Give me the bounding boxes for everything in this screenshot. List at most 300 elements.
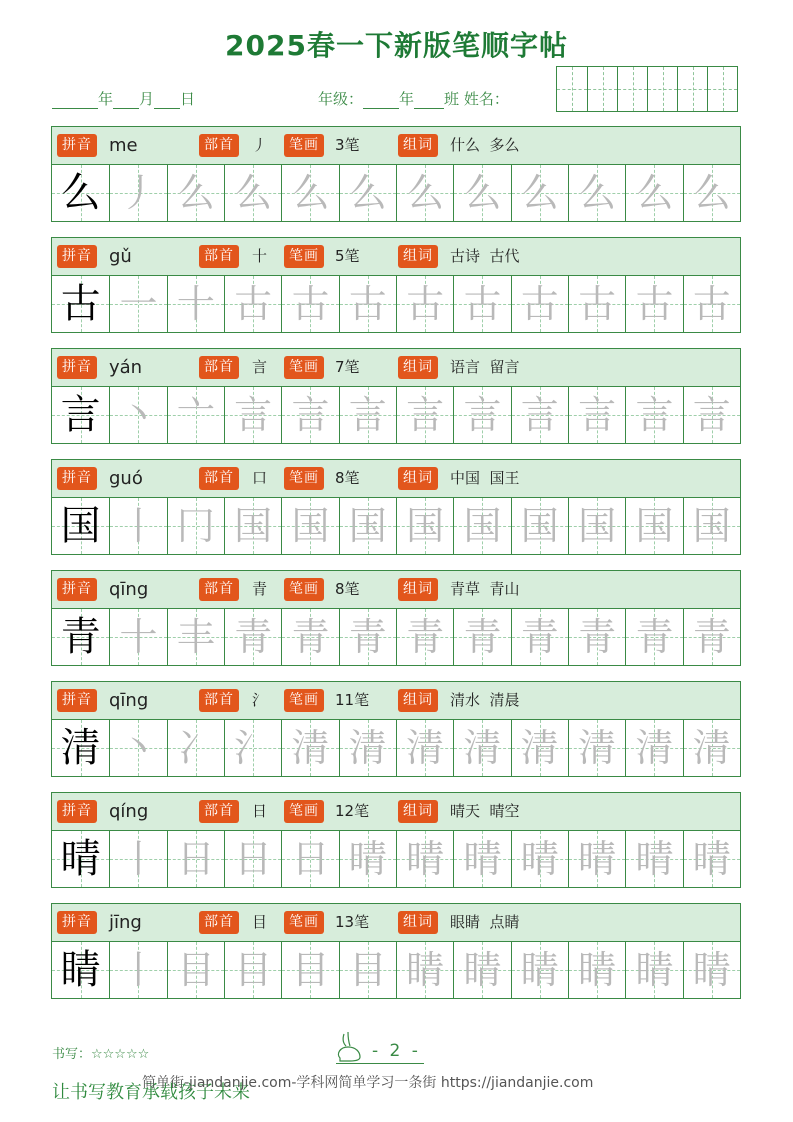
trace-character: 国 [692, 504, 731, 548]
main-character-cell [52, 609, 109, 665]
trace-cell[interactable] [683, 165, 740, 221]
trace-cell[interactable] [568, 609, 625, 665]
trace-character: 清 [520, 726, 559, 770]
trace-cell[interactable] [281, 609, 338, 665]
trace-cell[interactable] [683, 942, 740, 998]
trace-character: 国 [635, 504, 674, 548]
pinyin-tag: 拼音 [57, 356, 97, 379]
rating: 书写：☆☆☆☆☆ [52, 1047, 150, 1062]
radical-value: 十 [252, 247, 268, 265]
trace-cell[interactable] [109, 720, 166, 776]
day-blank[interactable] [154, 92, 180, 109]
character-block [51, 792, 741, 888]
trace-character: 冂 [176, 504, 215, 548]
trace-character: 言 [463, 393, 502, 437]
trace-character: 清 [463, 726, 502, 770]
trace-cell[interactable] [224, 387, 281, 443]
pinyin-value: qíng [109, 801, 149, 822]
trace-character: 清 [291, 726, 330, 770]
trace-character: 睛 [635, 948, 674, 992]
trace-character: 十 [176, 282, 215, 326]
main-character-cell [52, 165, 109, 221]
pinyin-tag: 拼音 [57, 245, 97, 268]
trace-character: 晴 [463, 837, 502, 881]
trace-cell[interactable] [339, 498, 396, 554]
trace-cell[interactable] [568, 720, 625, 776]
trace-cell[interactable] [511, 831, 568, 887]
trace-character: 古 [291, 282, 330, 326]
main-character: 睛 [60, 947, 101, 993]
trace-cell[interactable] [683, 276, 740, 332]
trace-character: 清 [692, 726, 731, 770]
trace-cell[interactable] [224, 942, 281, 998]
words-tag: 组词 [398, 245, 438, 268]
trace-cell[interactable] [167, 498, 224, 554]
words-tag: 组词 [398, 911, 438, 934]
trace-cell[interactable] [511, 276, 568, 332]
trace-character: 么 [291, 171, 330, 215]
trace-character: 么 [692, 171, 731, 215]
character-block [51, 903, 741, 999]
trace-character: 青 [692, 615, 731, 659]
page-divider [336, 1063, 424, 1064]
practice-row [52, 165, 740, 221]
main-character-cell [52, 498, 109, 554]
pinyin-tag: 拼音 [57, 689, 97, 712]
trace-cell[interactable] [109, 609, 166, 665]
trace-character: 么 [406, 171, 445, 215]
pinyin-tag: 拼音 [57, 800, 97, 823]
trace-character: 古 [463, 282, 502, 326]
radical-value: 青 [252, 580, 268, 598]
trace-cell[interactable] [453, 831, 510, 887]
trace-character: 青 [520, 615, 559, 659]
trace-character: 么 [463, 171, 502, 215]
trace-character: 言 [234, 393, 273, 437]
class-blank[interactable] [414, 92, 444, 109]
strokes-tag: 笔画 [284, 467, 324, 490]
trace-cell[interactable] [568, 498, 625, 554]
trace-character: 国 [520, 504, 559, 548]
name-cell[interactable] [707, 67, 737, 111]
trace-cell[interactable] [625, 387, 682, 443]
trace-cell[interactable] [396, 609, 453, 665]
practice-row [52, 720, 740, 776]
trace-cell[interactable] [167, 165, 224, 221]
grade-line: 年级： 年 班 姓名： [318, 90, 509, 108]
character-header [52, 460, 740, 498]
trace-cell[interactable] [281, 720, 338, 776]
trace-character: 晴 [520, 837, 559, 881]
pinyin-tag: 拼音 [57, 578, 97, 601]
radical-value: 丿 [252, 136, 268, 154]
name-cell[interactable] [587, 67, 617, 111]
trace-cell[interactable] [511, 387, 568, 443]
words-value: 青草 青山 [450, 580, 520, 598]
trace-character: 睛 [520, 948, 559, 992]
main-character: 国 [60, 503, 101, 549]
trace-cell[interactable] [167, 831, 224, 887]
trace-character: 睛 [406, 948, 445, 992]
words-value: 眼睛 点睛 [450, 913, 520, 931]
trace-character: 青 [635, 615, 674, 659]
trace-cell[interactable] [396, 165, 453, 221]
strokes-value: 7笔 [335, 358, 360, 376]
trace-character: 么 [635, 171, 674, 215]
trace-cell[interactable] [339, 387, 396, 443]
trace-character: 亠 [176, 393, 215, 437]
trace-cell[interactable] [339, 609, 396, 665]
trace-character: 青 [234, 615, 273, 659]
trace-character: 国 [406, 504, 445, 548]
main-character-cell [52, 831, 109, 887]
trace-character: 青 [291, 615, 330, 659]
practice-row [52, 498, 740, 554]
radical-value: 言 [252, 358, 268, 376]
trace-cell[interactable] [396, 720, 453, 776]
trace-cell[interactable] [396, 498, 453, 554]
main-character-cell [52, 942, 109, 998]
trace-character: 十 [119, 615, 158, 659]
trace-cell[interactable] [109, 831, 166, 887]
strokes-tag: 笔画 [284, 245, 324, 268]
trace-character: 丨 [119, 504, 158, 548]
words-value: 晴天 晴空 [450, 802, 520, 820]
trace-cell[interactable] [167, 942, 224, 998]
name-cell[interactable] [557, 67, 587, 111]
trace-cell[interactable] [281, 498, 338, 554]
trace-cell[interactable] [339, 720, 396, 776]
trace-character: 晴 [635, 837, 674, 881]
trace-character: 古 [578, 282, 617, 326]
radical-value: 口 [252, 469, 268, 487]
character-block [51, 570, 741, 666]
radical-tag: 部首 [199, 578, 239, 601]
trace-character: 青 [406, 615, 445, 659]
main-character-cell [52, 276, 109, 332]
main-character: 古 [60, 281, 101, 327]
pinyin-value: jīng [109, 912, 142, 933]
trace-character: 清 [406, 726, 445, 770]
trace-character: 晴 [578, 837, 617, 881]
pinyin-value: qīng [109, 579, 149, 600]
trace-cell[interactable] [625, 165, 682, 221]
trace-character: 一 [119, 282, 158, 326]
main-character-cell [52, 387, 109, 443]
radical-tag: 部首 [199, 134, 239, 157]
words-value: 清水 清晨 [450, 691, 520, 709]
trace-cell[interactable] [339, 276, 396, 332]
page-number: - 2 - [372, 1041, 421, 1061]
trace-character: 国 [348, 504, 387, 548]
trace-cell[interactable] [109, 498, 166, 554]
words-tag: 组词 [398, 800, 438, 823]
strokes-value: 12笔 [335, 802, 370, 820]
trace-cell[interactable] [224, 831, 281, 887]
character-block [51, 348, 741, 444]
radical-tag: 部首 [199, 245, 239, 268]
trace-character: 古 [692, 282, 731, 326]
trace-character: 么 [348, 171, 387, 215]
character-header [52, 571, 740, 609]
name-cell[interactable] [647, 67, 677, 111]
trace-character: 丶 [119, 726, 158, 770]
pinyin-value: gǔ [109, 246, 132, 267]
trace-cell[interactable] [453, 276, 510, 332]
trace-character: 么 [578, 171, 617, 215]
trace-cell[interactable] [625, 831, 682, 887]
trace-character: 日 [291, 837, 330, 881]
radical-value: 日 [252, 802, 268, 820]
character-header [52, 127, 740, 165]
practice-row [52, 387, 740, 443]
strokes-value: 8笔 [335, 580, 360, 598]
trace-character: 言 [578, 393, 617, 437]
character-block [51, 681, 741, 777]
main-character-cell [52, 720, 109, 776]
strokes-value: 5笔 [335, 247, 360, 265]
trace-cell[interactable] [453, 498, 510, 554]
name-cell[interactable] [677, 67, 707, 111]
trace-character: 么 [234, 171, 273, 215]
trace-cell[interactable] [281, 831, 338, 887]
radical-tag: 部首 [199, 467, 239, 490]
trace-character: 言 [406, 393, 445, 437]
trace-character: 古 [348, 282, 387, 326]
words-tag: 组词 [398, 467, 438, 490]
trace-character: 古 [234, 282, 273, 326]
character-header [52, 793, 740, 831]
trace-cell[interactable] [109, 387, 166, 443]
trace-cell[interactable] [224, 498, 281, 554]
trace-cell[interactable] [625, 942, 682, 998]
trace-cell[interactable] [339, 831, 396, 887]
words-value: 中国 国王 [450, 469, 520, 487]
strokes-value: 8笔 [335, 469, 360, 487]
watermark: 简单街-jiandanjie.com-学科网简单学习一条街 https://jiandanjie.com [142, 1075, 594, 1091]
words-value: 古诗 古代 [450, 247, 520, 265]
trace-character: 清 [348, 726, 387, 770]
words-value: 什么 多么 [450, 136, 520, 154]
trace-character: 丨 [119, 837, 158, 881]
character-header [52, 904, 740, 942]
rabbit-icon [330, 1030, 370, 1064]
trace-character: 睛 [692, 948, 731, 992]
slogan: 让书写教育承载孩子未来 [52, 1082, 250, 1103]
trace-character: 晴 [692, 837, 731, 881]
trace-cell[interactable] [511, 498, 568, 554]
trace-character: 古 [520, 282, 559, 326]
month-blank[interactable] [113, 92, 139, 109]
trace-cell[interactable] [453, 942, 510, 998]
trace-character: 丶 [119, 393, 158, 437]
trace-cell[interactable] [167, 609, 224, 665]
trace-character: 目 [234, 948, 273, 992]
trace-cell[interactable] [568, 942, 625, 998]
trace-character: 目 [291, 948, 330, 992]
trace-character: 清 [635, 726, 674, 770]
words-value: 语言 留言 [450, 358, 520, 376]
trace-cell[interactable] [396, 942, 453, 998]
practice-row [52, 831, 740, 887]
trace-character: 目 [348, 948, 387, 992]
character-block [51, 126, 741, 222]
character-block [51, 459, 741, 555]
radical-tag: 部首 [199, 800, 239, 823]
trace-cell[interactable] [224, 609, 281, 665]
trace-cell[interactable] [167, 387, 224, 443]
trace-cell[interactable] [339, 942, 396, 998]
name-cell[interactable] [617, 67, 647, 111]
trace-cell[interactable] [281, 942, 338, 998]
grade-blank[interactable] [363, 92, 399, 109]
main-character: 言 [60, 392, 101, 438]
strokes-tag: 笔画 [284, 911, 324, 934]
trace-character: 清 [578, 726, 617, 770]
practice-row [52, 276, 740, 332]
trace-cell[interactable] [453, 165, 510, 221]
character-header [52, 682, 740, 720]
trace-cell[interactable] [511, 609, 568, 665]
strokes-tag: 笔画 [284, 578, 324, 601]
trace-cell[interactable] [224, 276, 281, 332]
trace-character: 青 [578, 615, 617, 659]
trace-character: 丰 [176, 615, 215, 659]
strokes-value: 11笔 [335, 691, 370, 709]
trace-cell[interactable] [396, 276, 453, 332]
trace-cell[interactable] [511, 942, 568, 998]
trace-character: 言 [692, 393, 731, 437]
trace-cell[interactable] [339, 165, 396, 221]
trace-cell[interactable] [568, 165, 625, 221]
year-blank[interactable] [52, 92, 98, 109]
page-title: 2025春一下新版笔顺字帖 [225, 29, 568, 62]
trace-character: 目 [176, 948, 215, 992]
trace-character: 么 [176, 171, 215, 215]
trace-cell[interactable] [224, 720, 281, 776]
pinyin-tag: 拼音 [57, 134, 97, 157]
main-character: 晴 [60, 836, 101, 882]
main-character: 么 [60, 170, 101, 216]
radical-tag: 部首 [199, 911, 239, 934]
trace-character: 国 [234, 504, 273, 548]
trace-cell[interactable] [625, 609, 682, 665]
trace-cell[interactable] [109, 276, 166, 332]
strokes-tag: 笔画 [284, 689, 324, 712]
trace-cell[interactable] [683, 387, 740, 443]
strokes-tag: 笔画 [284, 356, 324, 379]
practice-row [52, 942, 740, 998]
trace-character: 么 [520, 171, 559, 215]
trace-character: 国 [463, 504, 502, 548]
trace-cell[interactable] [683, 498, 740, 554]
trace-cell[interactable] [511, 720, 568, 776]
trace-cell[interactable] [224, 165, 281, 221]
practice-row [52, 609, 740, 665]
trace-character: 言 [291, 393, 330, 437]
trace-character: 言 [348, 393, 387, 437]
trace-character: 氵 [234, 726, 273, 770]
character-block [51, 237, 741, 333]
trace-character: 晴 [406, 837, 445, 881]
strokes-value: 3笔 [335, 136, 360, 154]
trace-character: 古 [635, 282, 674, 326]
trace-character: 丿 [119, 171, 158, 215]
trace-character: 睛 [578, 948, 617, 992]
main-character: 清 [60, 725, 101, 771]
trace-character: 冫 [176, 726, 215, 770]
words-tag: 组词 [398, 356, 438, 379]
trace-character: 古 [406, 282, 445, 326]
trace-cell[interactable] [109, 165, 166, 221]
words-tag: 组词 [398, 134, 438, 157]
pinyin-value: yán [109, 357, 143, 378]
radical-tag: 部首 [199, 356, 239, 379]
trace-character: 青 [463, 615, 502, 659]
trace-cell[interactable] [281, 276, 338, 332]
pinyin-tag: 拼音 [57, 911, 97, 934]
radical-value: 目 [252, 913, 268, 931]
trace-cell[interactable] [568, 387, 625, 443]
trace-cell[interactable] [453, 609, 510, 665]
trace-cell[interactable] [453, 387, 510, 443]
trace-cell[interactable] [167, 276, 224, 332]
trace-cell[interactable] [453, 720, 510, 776]
trace-character: 丨 [119, 948, 158, 992]
trace-cell[interactable] [396, 831, 453, 887]
trace-character: 言 [635, 393, 674, 437]
main-character: 青 [60, 614, 101, 660]
radical-value: 氵 [252, 691, 268, 709]
trace-cell[interactable] [167, 720, 224, 776]
name-grid[interactable] [556, 66, 738, 112]
trace-cell[interactable] [625, 498, 682, 554]
strokes-value: 13笔 [335, 913, 370, 931]
words-tag: 组词 [398, 578, 438, 601]
trace-cell[interactable] [625, 720, 682, 776]
trace-character: 青 [348, 615, 387, 659]
pinyin-tag: 拼音 [57, 467, 97, 490]
trace-cell[interactable] [281, 165, 338, 221]
trace-cell[interactable] [396, 387, 453, 443]
strokes-tag: 笔画 [284, 800, 324, 823]
trace-character: 国 [291, 504, 330, 548]
trace-cell[interactable] [568, 831, 625, 887]
trace-cell[interactable] [281, 387, 338, 443]
trace-character: 晴 [348, 837, 387, 881]
radical-tag: 部首 [199, 689, 239, 712]
trace-cell[interactable] [683, 720, 740, 776]
trace-cell[interactable] [683, 609, 740, 665]
pinyin-value: me [109, 135, 138, 156]
trace-cell[interactable] [511, 165, 568, 221]
trace-character: 日 [176, 837, 215, 881]
pinyin-value: qīng [109, 690, 149, 711]
character-header [52, 238, 740, 276]
trace-character: 日 [234, 837, 273, 881]
trace-cell[interactable] [625, 276, 682, 332]
date-line: 年 月 日 [52, 88, 195, 109]
strokes-tag: 笔画 [284, 134, 324, 157]
words-tag: 组词 [398, 689, 438, 712]
trace-character: 言 [520, 393, 559, 437]
trace-cell[interactable] [683, 831, 740, 887]
character-header [52, 349, 740, 387]
trace-cell[interactable] [109, 942, 166, 998]
trace-cell[interactable] [568, 276, 625, 332]
trace-character: 国 [578, 504, 617, 548]
trace-character: 睛 [463, 948, 502, 992]
